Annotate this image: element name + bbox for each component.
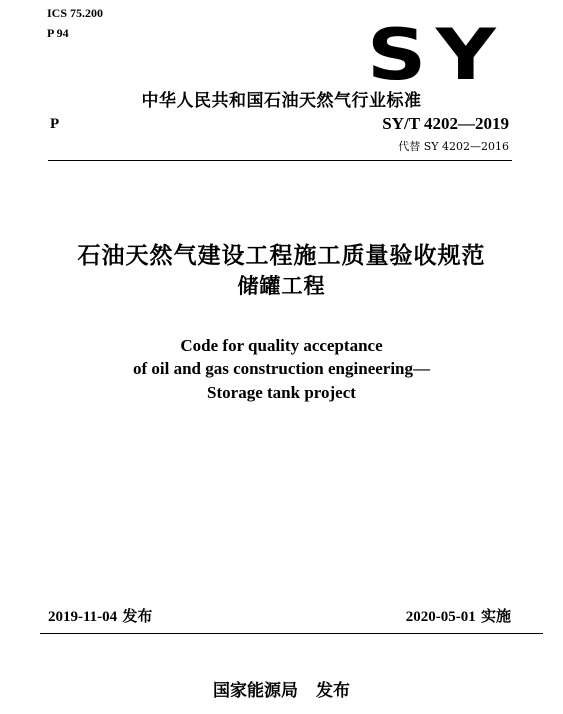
- implement-date-block: [406, 605, 511, 626]
- issuing-standard-type: 中华人民共和国石油天然气行业标准: [141, 91, 422, 111]
- issue-date-block: [48, 605, 152, 626]
- replaces-standard: 代替 SY 4202—2016: [398, 140, 509, 153]
- implement-date: 2020-05-01: [405, 609, 476, 625]
- category-code: P: [50, 116, 60, 132]
- standard-number: SY/T 4202—2019: [382, 114, 509, 133]
- chinese-title-line2: 储罐工程: [237, 274, 326, 298]
- publisher-name: 国家能源局: [213, 681, 298, 701]
- implement-label: 实施: [480, 607, 511, 625]
- sy-logo: SY: [366, 14, 505, 96]
- english-title-line3: Storage tank project: [207, 383, 356, 402]
- top-divider: [48, 160, 512, 161]
- ics-code: ICS 75.200: [47, 6, 104, 20]
- publish-label: 发布: [316, 681, 350, 701]
- ccs-code: P 94: [47, 26, 69, 40]
- bottom-divider: [40, 633, 543, 634]
- english-title-line2: of oil and gas construction engineering—: [132, 359, 431, 378]
- publisher-block: [0, 676, 563, 701]
- chinese-title-line1: 石油天然气建设工程施工质量验收规范: [77, 243, 486, 269]
- issue-date: 2019-11-04: [48, 609, 118, 625]
- issue-label: 发布: [122, 607, 153, 625]
- english-title-line1: Code for quality acceptance: [180, 336, 383, 355]
